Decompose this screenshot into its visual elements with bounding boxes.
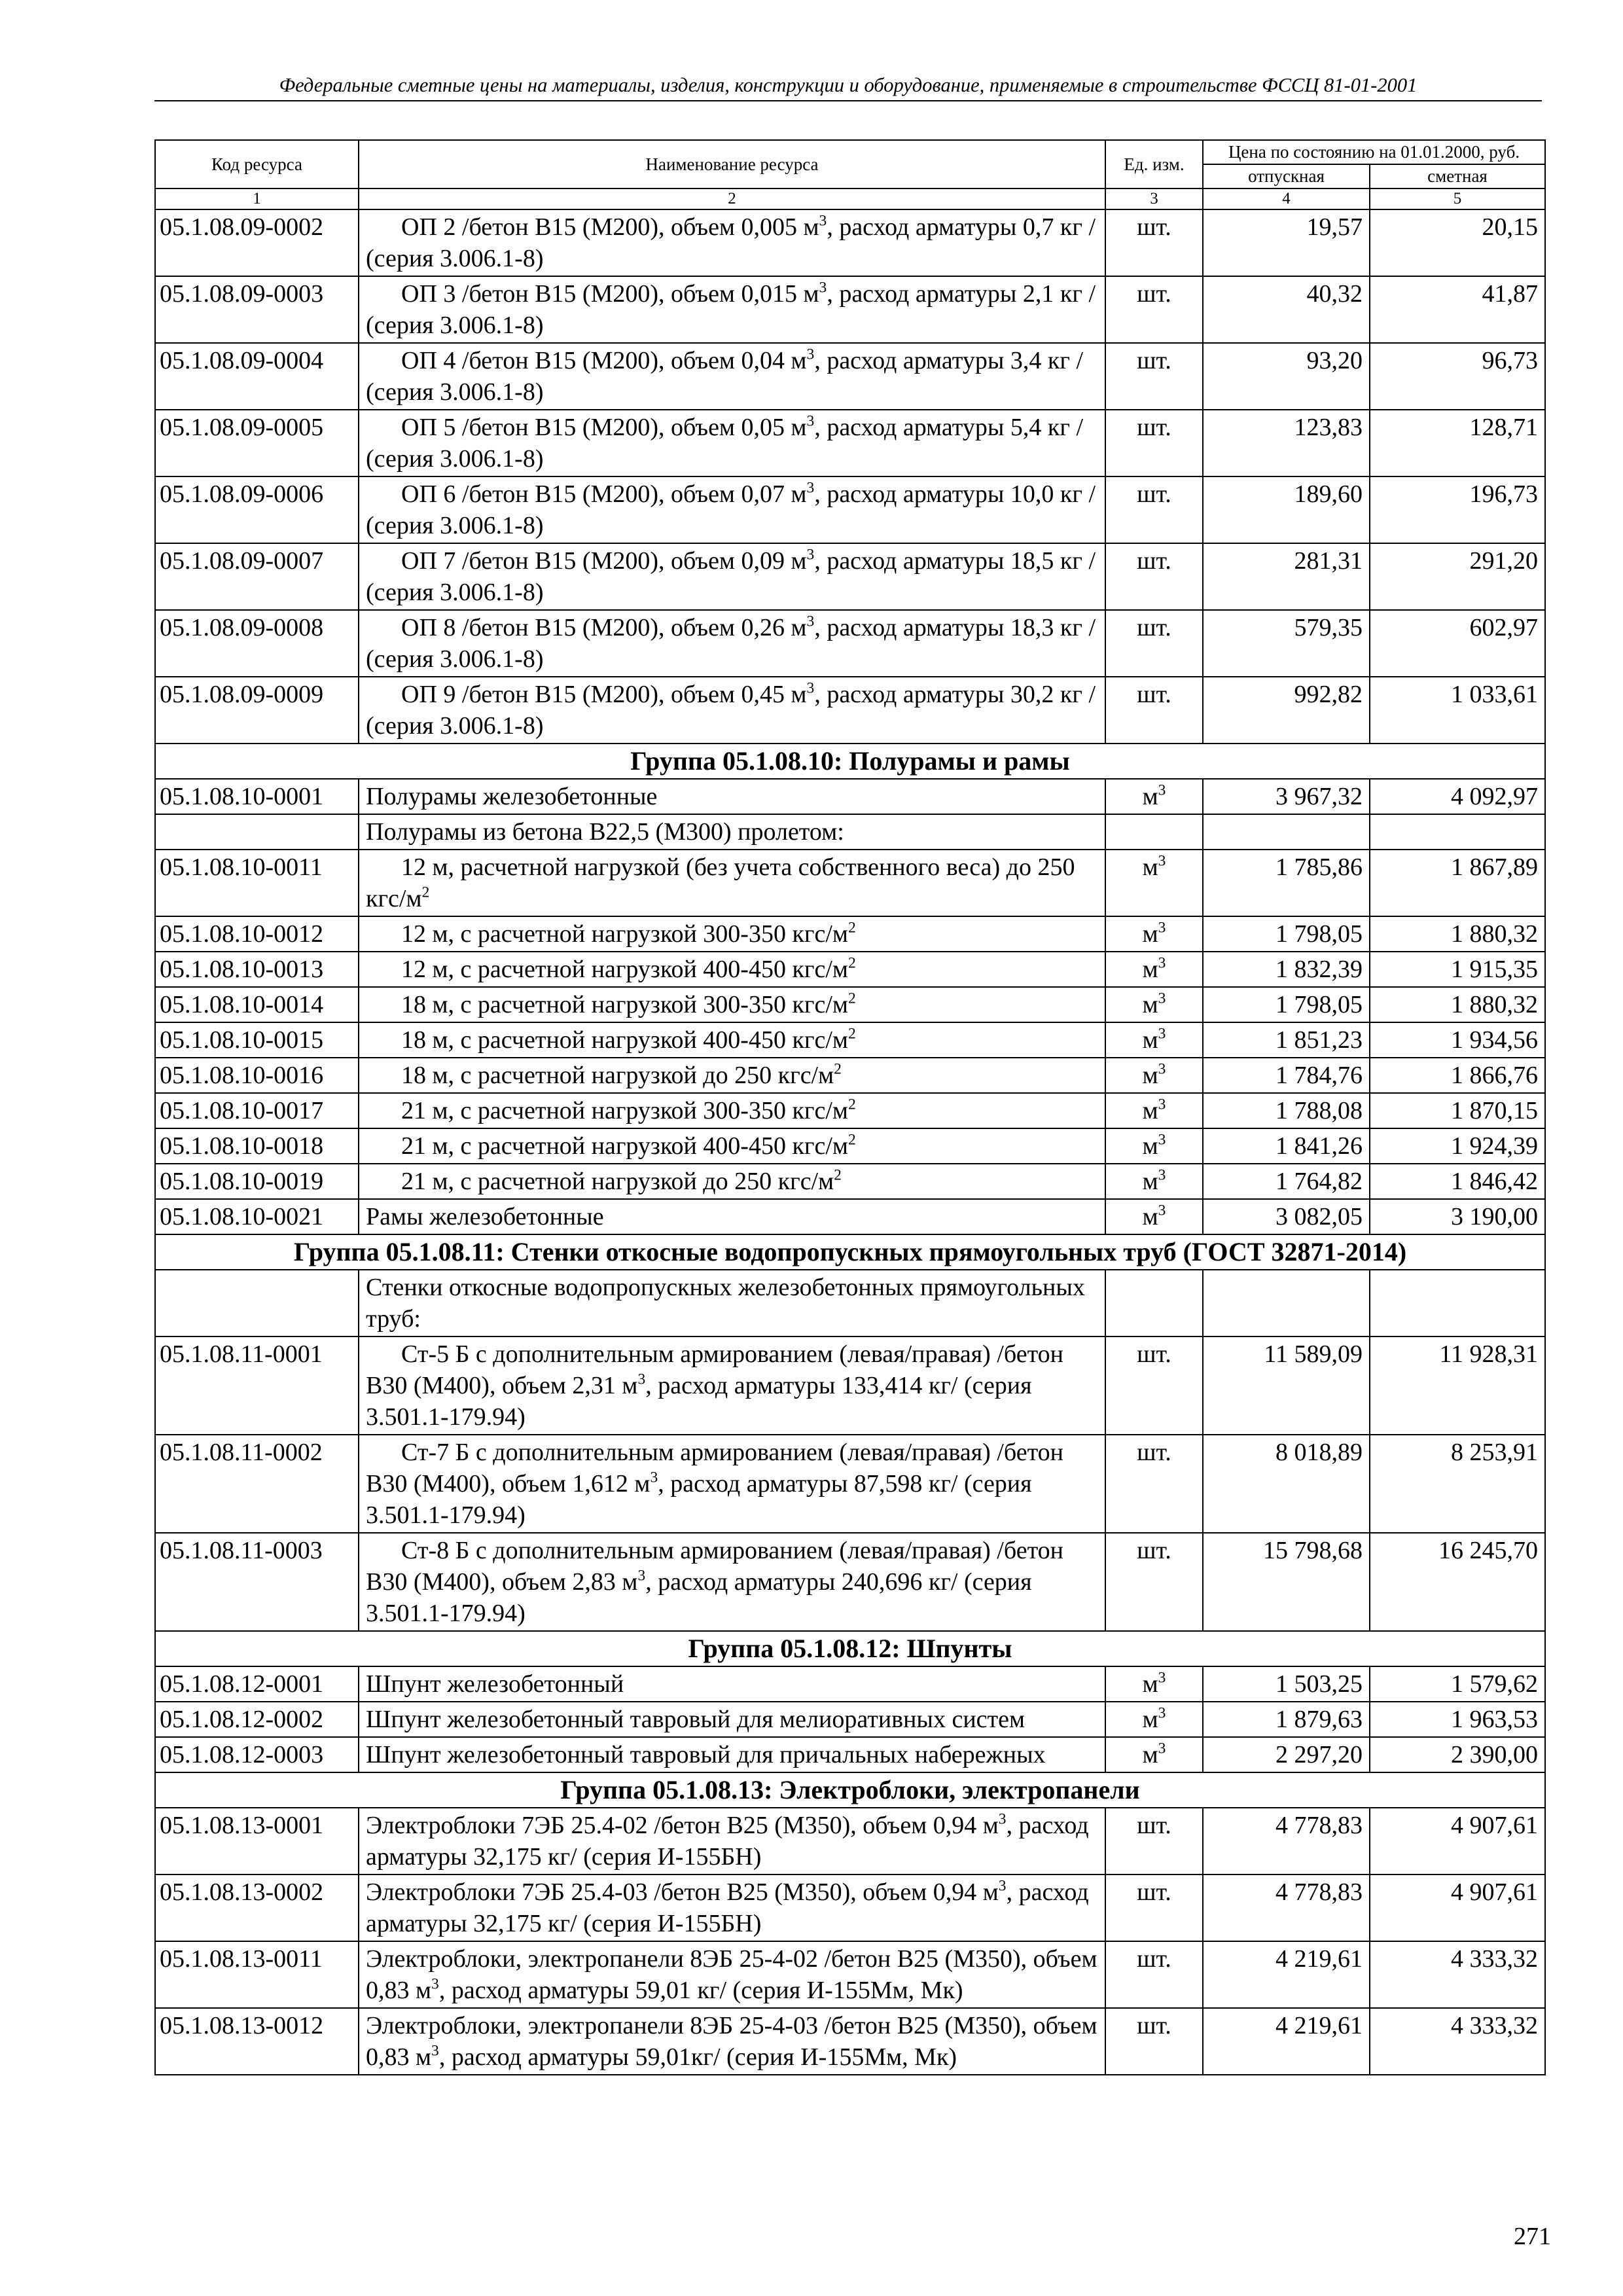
unit: $м^3$ xyxy=(1105,1737,1203,1772)
release-price: 11 589,09 xyxy=(1203,1336,1370,1435)
running-header: Федеральные сметные цены на материалы, изделия, конструкции и оборудование, применяемые в строительстве ФССЦ 81-01-2001 xyxy=(154,73,1542,101)
resource-code: 05.1.08.10-0017 xyxy=(155,1093,359,1128)
resource-name: 18 м, с расчетной нагрузкой до 250 кгс/$м^2$ xyxy=(359,1058,1105,1093)
resource-name: Шпунт железобетонный тавровый для причальных набережных xyxy=(359,1737,1105,1772)
table-row xyxy=(155,1435,1545,1533)
table-header xyxy=(155,140,1545,209)
resource-name: 12 м, расчетной нагрузкой (без учета собственного веса) до 250 кгс/$м^2$ xyxy=(359,850,1105,916)
resource-name: 12 м, с расчетной нагрузкой 400-450 кгс/$м^2$ xyxy=(359,952,1105,987)
release-price: 1 784,76 xyxy=(1203,1058,1370,1093)
resource-code: 05.1.08.09-0002 xyxy=(155,209,359,276)
table-row xyxy=(155,2008,1545,2075)
estimate-price: 8 253,91 xyxy=(1370,1435,1545,1533)
release-price: 1 764,82 xyxy=(1203,1164,1370,1199)
resource-name: ОП 7 /бетон B15 (М200), объем 0,09 $м^3$, расход арматуры 18,5 кг / (серия 3.006.1-8) xyxy=(359,543,1105,610)
resource-code: 05.1.08.10-0021 xyxy=(155,1199,359,1234)
estimate-price: 16 245,70 xyxy=(1370,1533,1545,1631)
unit: $м^3$ xyxy=(1105,1022,1203,1058)
unit: шт. xyxy=(1105,1336,1203,1435)
resource-name: Шпунт железобетонный тавровый для мелиоративных систем xyxy=(359,1702,1105,1737)
unit: $м^3$ xyxy=(1105,1058,1203,1093)
unit: шт. xyxy=(1105,209,1203,276)
subheading: Полурамы из бетона В22,5 (М300) пролетом: xyxy=(359,814,1105,850)
estimate-price: 4 092,97 xyxy=(1370,779,1545,814)
unit: шт. xyxy=(1105,1533,1203,1631)
table-row xyxy=(155,1666,1545,1702)
empty-cell xyxy=(155,1270,359,1336)
estimate-price: 4 907,61 xyxy=(1370,1874,1545,1941)
group-title: Группа 05.1.08.12: Шпунты xyxy=(155,1631,1545,1666)
group-title: Группа 05.1.08.11: Стенки откосные водопропускных прямоугольных труб (ГОСТ 32871-2014) xyxy=(155,1234,1545,1270)
unit: шт. xyxy=(1105,1435,1203,1533)
resource-name: Электроблоки 7ЭБ 25.4-02 /бетон B25 (М350), объем 0,94 $м^3$, расход арматуры 32,175 кг/ (серия И-155БН) xyxy=(359,1808,1105,1874)
estimate-price: 1 963,53 xyxy=(1370,1702,1545,1737)
unit: $м^3$ xyxy=(1105,1199,1203,1234)
unit: $м^3$ xyxy=(1105,1093,1203,1128)
empty-cell xyxy=(1370,1270,1545,1336)
release-price: 1 879,63 xyxy=(1203,1702,1370,1737)
col-number: 4 xyxy=(1203,188,1370,209)
resource-code: 05.1.08.13-0001 xyxy=(155,1808,359,1874)
resource-name: 18 м, с расчетной нагрузкой 300-350 кгс/$м^2$ xyxy=(359,987,1105,1022)
resource-name: ОП 4 /бетон B15 (М200), объем 0,04 $м^3$, расход арматуры 3,4 кг / (серия 3.006.1-8) xyxy=(359,343,1105,410)
table-row xyxy=(155,410,1545,476)
resource-name: Полурамы железобетонные xyxy=(359,779,1105,814)
release-price: 4 219,61 xyxy=(1203,2008,1370,2075)
unit: шт. xyxy=(1105,343,1203,410)
group-heading-row xyxy=(155,1234,1545,1270)
resource-code: 05.1.08.13-0012 xyxy=(155,2008,359,2075)
empty-cell xyxy=(1105,814,1203,850)
release-price: 1 798,05 xyxy=(1203,987,1370,1022)
release-price: 4 219,61 xyxy=(1203,1941,1370,2008)
resource-code: 05.1.08.12-0002 xyxy=(155,1702,359,1737)
table-row xyxy=(155,1022,1545,1058)
unit: шт. xyxy=(1105,476,1203,543)
empty-cell xyxy=(155,814,359,850)
estimate-price: 11 928,31 xyxy=(1370,1336,1545,1435)
table-row xyxy=(155,987,1545,1022)
table-row xyxy=(155,476,1545,543)
estimate-price: 1 924,39 xyxy=(1370,1128,1545,1164)
table-row xyxy=(155,1128,1545,1164)
table-row xyxy=(155,677,1545,744)
table-row xyxy=(155,610,1545,677)
resource-code: 05.1.08.09-0007 xyxy=(155,543,359,610)
resource-code: 05.1.08.09-0008 xyxy=(155,610,359,677)
release-price: 123,83 xyxy=(1203,410,1370,476)
unit: $м^3$ xyxy=(1105,1666,1203,1702)
col-header-code: Код ресурса xyxy=(155,140,359,188)
resource-name: Электроблоки 7ЭБ 25.4-03 /бетон B25 (М350), объем 0,94 $м^3$, расход арматуры 32,175 кг/ (серия И-155БН) xyxy=(359,1874,1105,1941)
resource-name: Электроблоки, электропанели 8ЭБ 25-4-03 /бетон B25 (М350), объем 0,83 $м^3$, расход арматуры 59,01кг/ (серия И-155Мм, Мк) xyxy=(359,2008,1105,2075)
resource-code: 05.1.08.10-0013 xyxy=(155,952,359,987)
unit: $м^3$ xyxy=(1105,850,1203,916)
table-row xyxy=(155,1533,1545,1631)
col-header-release: отпускная xyxy=(1203,164,1370,188)
release-price: 3 082,05 xyxy=(1203,1199,1370,1234)
unit: $м^3$ xyxy=(1105,779,1203,814)
resource-code: 05.1.08.09-0006 xyxy=(155,476,359,543)
release-price: 1 841,26 xyxy=(1203,1128,1370,1164)
resource-code: 05.1.08.10-0018 xyxy=(155,1128,359,1164)
empty-cell xyxy=(1203,1270,1370,1336)
table-row xyxy=(155,1058,1545,1093)
resource-code: 05.1.08.12-0001 xyxy=(155,1666,359,1702)
resource-code: 05.1.08.09-0009 xyxy=(155,677,359,744)
estimate-price: 1 934,56 xyxy=(1370,1022,1545,1058)
resource-code: 05.1.08.10-0011 xyxy=(155,850,359,916)
group-heading-row xyxy=(155,744,1545,779)
estimate-price: 1 880,32 xyxy=(1370,916,1545,952)
col-header-name: Наименование ресурса xyxy=(359,140,1105,188)
estimate-price: 4 333,32 xyxy=(1370,2008,1545,2075)
unit: $м^3$ xyxy=(1105,916,1203,952)
resource-code: 05.1.08.10-0019 xyxy=(155,1164,359,1199)
unit: шт. xyxy=(1105,410,1203,476)
estimate-price: 1 846,42 xyxy=(1370,1164,1545,1199)
estimate-price: 96,73 xyxy=(1370,343,1545,410)
estimate-price: 1 867,89 xyxy=(1370,850,1545,916)
group-heading-row xyxy=(155,1772,1545,1808)
unit: шт. xyxy=(1105,677,1203,744)
resource-name: Рамы железобетонные xyxy=(359,1199,1105,1234)
col-header-price: Цена по состоянию на 01.01.2000, руб. xyxy=(1203,140,1545,164)
release-price: 281,31 xyxy=(1203,543,1370,610)
table-row xyxy=(155,1702,1545,1737)
release-price: 4 778,83 xyxy=(1203,1808,1370,1874)
resource-code: 05.1.08.10-0016 xyxy=(155,1058,359,1093)
table-row xyxy=(155,1164,1545,1199)
resource-code: 05.1.08.11-0003 xyxy=(155,1533,359,1631)
table-row xyxy=(155,1093,1545,1128)
col-number: 3 xyxy=(1105,188,1203,209)
subheading: Стенки откосные водопропускных железобетонных прямоугольных труб: xyxy=(359,1270,1105,1336)
table-row xyxy=(155,1737,1545,1772)
table-row xyxy=(155,952,1545,987)
resource-code: 05.1.08.10-0001 xyxy=(155,779,359,814)
table-row xyxy=(155,276,1545,343)
unit: шт. xyxy=(1105,1874,1203,1941)
subheading-row xyxy=(155,1270,1545,1336)
release-price: 15 798,68 xyxy=(1203,1533,1370,1631)
unit: шт. xyxy=(1105,276,1203,343)
empty-cell xyxy=(1370,814,1545,850)
table-row xyxy=(155,850,1545,916)
unit: шт. xyxy=(1105,610,1203,677)
table-row xyxy=(155,779,1545,814)
unit: $м^3$ xyxy=(1105,987,1203,1022)
unit: $м^3$ xyxy=(1105,1128,1203,1164)
estimate-price: 1 915,35 xyxy=(1370,952,1545,987)
estimate-price: 291,20 xyxy=(1370,543,1545,610)
estimate-price: 196,73 xyxy=(1370,476,1545,543)
table-row xyxy=(155,209,1545,276)
release-price: 3 967,32 xyxy=(1203,779,1370,814)
table-row xyxy=(155,1336,1545,1435)
resource-code: 05.1.08.09-0005 xyxy=(155,410,359,476)
release-price: 1 785,86 xyxy=(1203,850,1370,916)
unit: $м^3$ xyxy=(1105,952,1203,987)
estimate-price: 1 880,32 xyxy=(1370,987,1545,1022)
table-row xyxy=(155,1941,1545,2008)
resource-name: ОП 3 /бетон B15 (М200), объем 0,015 $м^3$, расход арматуры 2,1 кг / (серия 3.006.1-8) xyxy=(359,276,1105,343)
unit: шт. xyxy=(1105,543,1203,610)
release-price: 93,20 xyxy=(1203,343,1370,410)
release-price: 992,82 xyxy=(1203,677,1370,744)
unit: шт. xyxy=(1105,2008,1203,2075)
group-title: Группа 05.1.08.10: Полурамы и рамы xyxy=(155,744,1545,779)
estimate-price: 3 190,00 xyxy=(1370,1199,1545,1234)
resource-code: 05.1.08.11-0002 xyxy=(155,1435,359,1533)
table-row xyxy=(155,1199,1545,1234)
resource-name: 21 м, с расчетной нагрузкой до 250 кгс/$м^2$ xyxy=(359,1164,1105,1199)
resource-name: Шпунт железобетонный xyxy=(359,1666,1105,1702)
release-price: 579,35 xyxy=(1203,610,1370,677)
empty-cell xyxy=(1105,1270,1203,1336)
release-price: 8 018,89 xyxy=(1203,1435,1370,1533)
release-price: 1 798,05 xyxy=(1203,916,1370,952)
estimate-price: 4 333,32 xyxy=(1370,1941,1545,2008)
estimate-price: 41,87 xyxy=(1370,276,1545,343)
table-row xyxy=(155,916,1545,952)
resource-code: 05.1.08.09-0003 xyxy=(155,276,359,343)
col-header-estimate: сметная xyxy=(1370,164,1545,188)
estimate-price: 1 866,76 xyxy=(1370,1058,1545,1093)
release-price: 1 851,23 xyxy=(1203,1022,1370,1058)
resource-code: 05.1.08.11-0001 xyxy=(155,1336,359,1435)
estimate-price: 4 907,61 xyxy=(1370,1808,1545,1874)
estimate-price: 1 033,61 xyxy=(1370,677,1545,744)
release-price: 1 503,25 xyxy=(1203,1666,1370,1702)
subheading-row xyxy=(155,814,1545,850)
table-row xyxy=(155,1874,1545,1941)
resource-name: 12 м, с расчетной нагрузкой 300-350 кгс/$м^2$ xyxy=(359,916,1105,952)
resource-name: ОП 8 /бетон B15 (М200), объем 0,26 $м^3$, расход арматуры 18,3 кг / (серия 3.006.1-8) xyxy=(359,610,1105,677)
col-number: 2 xyxy=(359,188,1105,209)
col-number: 5 xyxy=(1370,188,1545,209)
table-row xyxy=(155,343,1545,410)
resource-code: 05.1.08.10-0014 xyxy=(155,987,359,1022)
empty-cell xyxy=(1203,814,1370,850)
resource-name: Ст-7 Б с дополнительным армированием (левая/правая) /бетон B30 (М400), объем 1,612 $м^3$, расход арматуры 87,598 кг/ (серия 3.501.1-179.94) xyxy=(359,1435,1105,1533)
estimate-price: 20,15 xyxy=(1370,209,1545,276)
resource-name: ОП 9 /бетон B15 (М200), объем 0,45 $м^3$, расход арматуры 30,2 кг / (серия 3.006.1-8) xyxy=(359,677,1105,744)
resource-name: Электроблоки, электропанели 8ЭБ 25-4-02 /бетон B25 (М350), объем 0,83 $м^3$, расход арматуры 59,01 кг/ (серия И-155Мм, Мк) xyxy=(359,1941,1105,2008)
resource-code: 05.1.08.10-0015 xyxy=(155,1022,359,1058)
unit: $м^3$ xyxy=(1105,1702,1203,1737)
price-table xyxy=(154,139,1546,2075)
page-number: 271 xyxy=(1514,2223,1551,2250)
release-price: 19,57 xyxy=(1203,209,1370,276)
estimate-price: 1 579,62 xyxy=(1370,1666,1545,1702)
estimate-price: 602,97 xyxy=(1370,610,1545,677)
resource-name: Ст-5 Б с дополнительным армированием (левая/правая) /бетон B30 (М400), объем 2,31 $м^3$, расход арматуры 133,414 кг/ (серия 3.501.1-179.94) xyxy=(359,1336,1105,1435)
table-row xyxy=(155,1808,1545,1874)
unit: $м^3$ xyxy=(1105,1164,1203,1199)
resource-name: 18 м, с расчетной нагрузкой 400-450 кгс/$м^2$ xyxy=(359,1022,1105,1058)
col-header-unit: Ед. изм. xyxy=(1105,140,1203,188)
resource-code: 05.1.08.12-0003 xyxy=(155,1737,359,1772)
release-price: 1 832,39 xyxy=(1203,952,1370,987)
resource-name: 21 м, с расчетной нагрузкой 400-450 кгс/$м^2$ xyxy=(359,1128,1105,1164)
unit: шт. xyxy=(1105,1941,1203,2008)
resource-name: ОП 2 /бетон B15 (М200), объем 0,005 $м^3$, расход арматуры 0,7 кг / (серия 3.006.1-8) xyxy=(359,209,1105,276)
resource-name: 21 м, с расчетной нагрузкой 300-350 кгс/$м^2$ xyxy=(359,1093,1105,1128)
estimate-price: 128,71 xyxy=(1370,410,1545,476)
resource-code: 05.1.08.13-0002 xyxy=(155,1874,359,1941)
table-row xyxy=(155,543,1545,610)
resource-code: 05.1.08.13-0011 xyxy=(155,1941,359,2008)
release-price: 4 778,83 xyxy=(1203,1874,1370,1941)
resource-name: Ст-8 Б с дополнительным армированием (левая/правая) /бетон B30 (М400), объем 2,83 $м^3$, расход арматуры 240,696 кг/ (серия 3.501.1-179.94) xyxy=(359,1533,1105,1631)
release-price: 1 788,08 xyxy=(1203,1093,1370,1128)
estimate-price: 1 870,15 xyxy=(1370,1093,1545,1128)
resource-name: ОП 6 /бетон B15 (М200), объем 0,07 $м^3$, расход арматуры 10,0 кг / (серия 3.006.1-8) xyxy=(359,476,1105,543)
col-number: 1 xyxy=(155,188,359,209)
resource-code: 05.1.08.09-0004 xyxy=(155,343,359,410)
group-heading-row xyxy=(155,1631,1545,1666)
estimate-price: 2 390,00 xyxy=(1370,1737,1545,1772)
resource-name: ОП 5 /бетон B15 (М200), объем 0,05 $м^3$, расход арматуры 5,4 кг / (серия 3.006.1-8) xyxy=(359,410,1105,476)
group-title: Группа 05.1.08.13: Электроблоки, электропанели xyxy=(155,1772,1545,1808)
release-price: 189,60 xyxy=(1203,476,1370,543)
release-price: 40,32 xyxy=(1203,276,1370,343)
unit: шт. xyxy=(1105,1808,1203,1874)
resource-code: 05.1.08.10-0012 xyxy=(155,916,359,952)
release-price: 2 297,20 xyxy=(1203,1737,1370,1772)
